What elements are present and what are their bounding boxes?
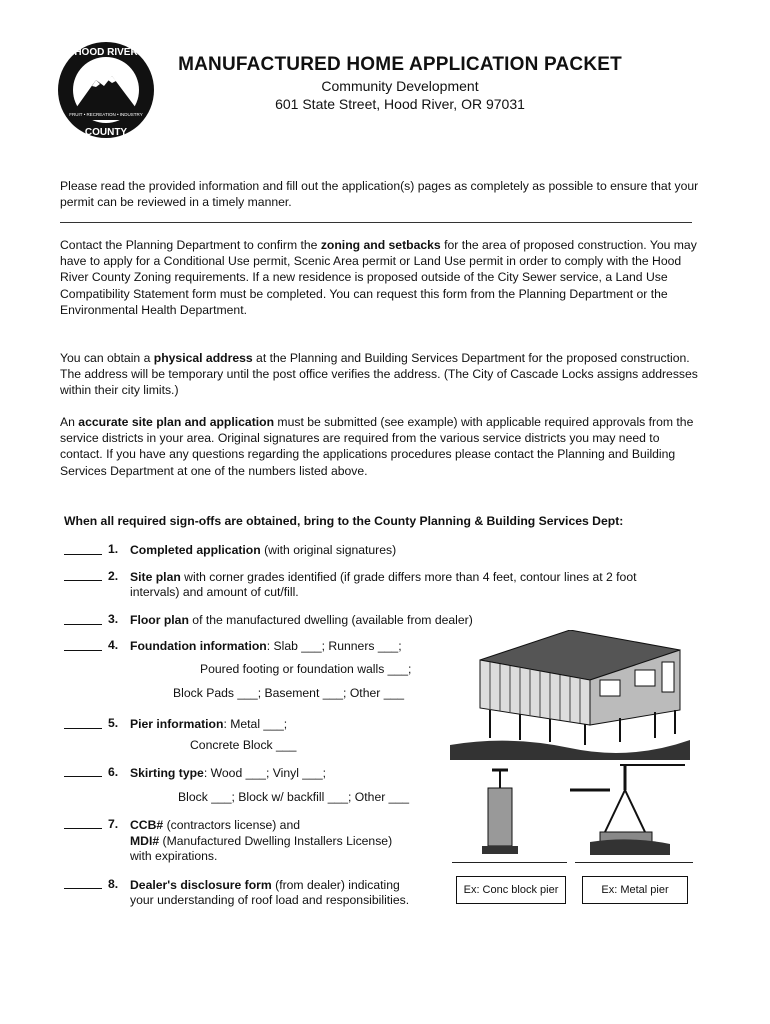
concrete-block-pier-illustration <box>470 760 530 860</box>
figure-rule <box>452 862 567 863</box>
checklist-item-5-line2: Concrete Block ___ <box>190 738 297 752</box>
svg-text:COUNTY: COUNTY <box>84 127 128 138</box>
checklist-item-2-line2: intervals) and amount of cut/fill. <box>130 585 299 599</box>
item-number: 8. <box>108 877 119 891</box>
item-number: 1. <box>108 542 119 556</box>
county-seal-logo <box>56 40 156 140</box>
checklist-blank-8[interactable] <box>64 888 102 889</box>
checklist-item-7-line3: with expirations. <box>130 849 218 863</box>
page-title: MANUFACTURED HOME APPLICATION PACKET <box>178 54 622 75</box>
caption-conc-block-pier: Ex: Conc block pier <box>456 876 566 904</box>
checklist-item-3: Floor plan of the manufactured dwelling (available from dealer) <box>130 613 473 627</box>
site-plan-paragraph: An accurate site plan and application must be submitted (see example) with applicable required approvals from the service districts in your area. Original signatures are required from the various service districts you may need to contact. If you have any questions regarding the applications procedures please contact the Planning and Building Services Department at one of the numbers listed above. <box>60 415 694 478</box>
checklist-item-6-line2: Block ___; Block w/ backfill ___; Other ___ <box>178 790 410 804</box>
checklist-item-2: Site plan with corner grades identified (if grade differs more than 4 feet, contour lines at 2 foot <box>130 570 637 584</box>
checklist-blank-7[interactable] <box>64 828 102 829</box>
signoff-heading: When all required sign-offs are obtained, bring to the County Planning & Building Services Dept: <box>64 514 624 528</box>
manufactured-home-illustration <box>450 630 690 760</box>
checklist-blank-6[interactable] <box>64 776 102 777</box>
checklist-item-6: Skirting type: Wood ___; Vinyl ___; <box>130 766 327 780</box>
intro-text: Please read the provided information and fill out the application(s) pages as completely as possible to ensure that your permit can be reviewed in a timely manner. <box>60 179 699 209</box>
figure-rule <box>575 862 693 863</box>
checklist-item-5: Pier information: Metal ___; <box>130 717 288 731</box>
zoning-paragraph: Contact the Planning Department to confirm the zoning and setbacks for the area of proposed construction. You may have to apply for a Conditional Use permit, Scenic Area permit or Land Use permit in order to comply with the Hood River County Zoning requirements. If a new residence is proposed outside of the City Sewer service, a Land Use Compatibility Statement form must be completed. You can request this form from the Planning Department or the Environmental Health Department. <box>60 238 697 317</box>
checklist-item-4: Foundation information: Slab ___; Runners ___; <box>130 639 402 653</box>
svg-text:FRUIT • RECREATION • INDUSTRY: FRUIT • RECREATION • INDUSTRY <box>69 112 143 117</box>
item-number: 2. <box>108 569 119 583</box>
department-address: 601 State Street, Hood River, OR 97031 <box>275 96 525 112</box>
address-paragraph: You can obtain a physical address at the Planning and Building Services Department for the proposed construction. The address will be temporary until the post office verifies the address. (The City of Cascade Locks assigns addresses within their city limits.) <box>60 351 698 398</box>
checklist-item-4-line2: Poured footing or foundation walls ___; <box>200 662 412 676</box>
checklist-blank-3[interactable] <box>64 624 102 625</box>
checklist-item-7: CCB# (contractors license) and <box>130 818 301 832</box>
item-number: 4. <box>108 638 119 652</box>
item-number: 6. <box>108 765 119 779</box>
checklist-item-1: Completed application (with original signatures) <box>130 543 397 557</box>
checklist-blank-2[interactable] <box>64 580 102 581</box>
item-number: 5. <box>108 716 119 730</box>
checklist-item-4-line3: Block Pads ___; Basement ___; Other ___ <box>173 686 405 700</box>
checklist-item-7-line2: MDI# (Manufactured Dwelling Installers License) <box>130 834 393 848</box>
divider <box>60 222 692 223</box>
item-number: 7. <box>108 817 119 831</box>
metal-pier-illustration <box>560 760 690 860</box>
checklist-blank-1[interactable] <box>64 554 102 555</box>
item-number: 3. <box>108 612 119 626</box>
checklist-blank-4[interactable] <box>64 650 102 651</box>
caption-metal-pier: Ex: Metal pier <box>582 876 688 904</box>
checklist-blank-5[interactable] <box>64 728 102 729</box>
checklist-item-8: Dealer's disclosure form (from dealer) indicating <box>130 878 400 892</box>
department-name: Community Development <box>321 78 479 94</box>
svg-text:HOOD RIVER: HOOD RIVER <box>74 47 138 58</box>
checklist-item-8-line2: your understanding of roof load and responsibilities. <box>130 893 410 907</box>
